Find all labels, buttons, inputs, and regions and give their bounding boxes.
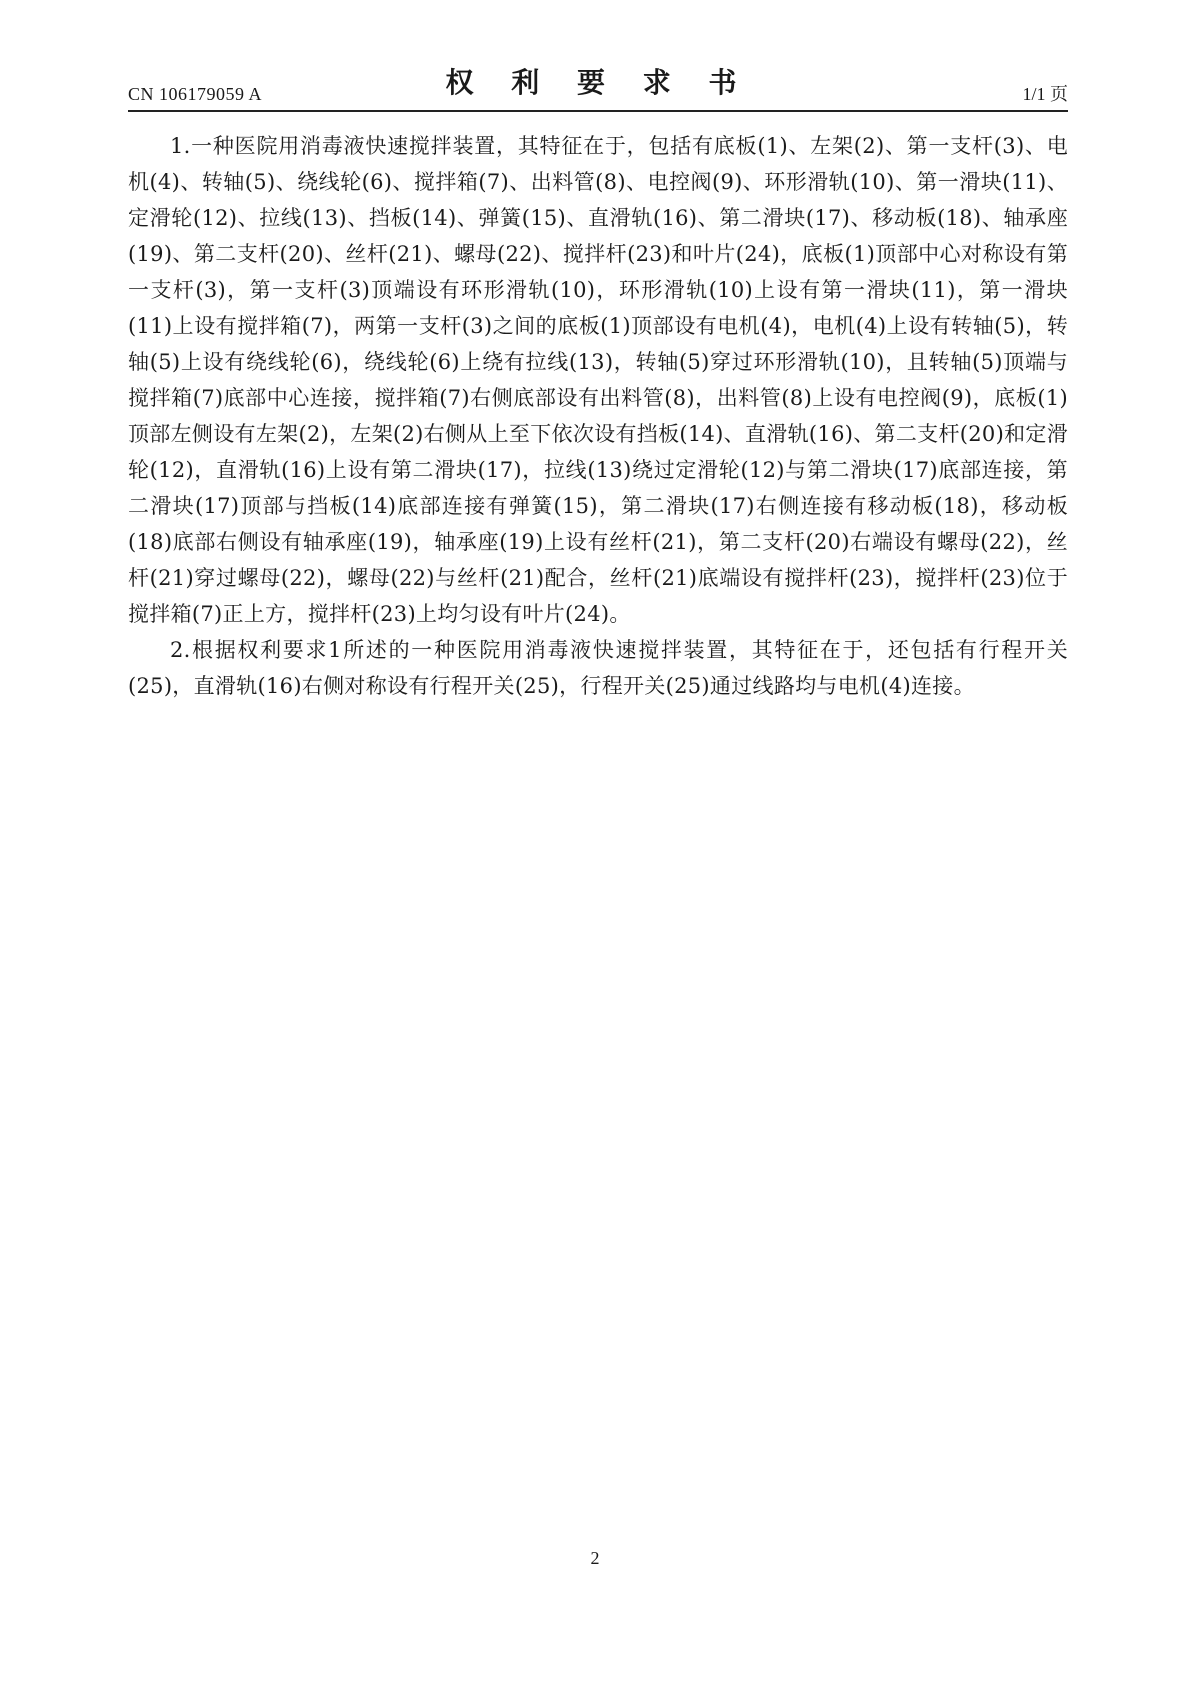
claim-2: 2.根据权利要求1所述的一种医院用消毒液快速搅拌装置，其特征在于，还包括有行程开关(25)，直滑轨(16)右侧对称设有行程开关(25)，行程开关(25)通过线路均与电机(4)连接。	[128, 638, 1068, 698]
document-header	[128, 66, 1068, 110]
document-title: 权 利 要 求 书	[445, 66, 751, 99]
claim-1: 1.一种医院用消毒液快速搅拌装置，其特征在于，包括有底板(1)、左架(2)、第一支杆(3)、电机(4)、转轴(5)、绕线轮(6)、搅拌箱(7)、出料管(8)、电控阀(9)、环形滑轨(10)、第一滑块(11)、定滑轮(12)、拉线(13)、挡板(14)、弹簧(15)、直滑轨(16)、第二滑块(17)、移动板(18)、轴承座(19)、第二支杆(20)、丝杆(21)、螺母(22)、搅拌杆(23)和叶片(24)，底板(1)顶部中心对称设有第一支杆(3)，第一支杆(3)顶端设有环形滑轨(10)，环形滑轨(10)上设有第一滑块(11)，第一滑块(11)上设有搅拌箱(7)，两第一支杆(3)之间的底板(1)顶部设有电机(4)，电机(4)上设有转轴(5)，转轴(5)上设有绕线轮(6)，绕线轮(6)上绕有拉线(13)，转轴(5)穿过环形滑轨(10)，且转轴(5)顶端与搅拌箱(7)底部中心连接，搅拌箱(7)右侧底部设有出料管(8)，出料管(8)上设有电控阀(9)，底板(1)顶部左侧设有左架(2)，左架(2)右侧从上至下依次设有挡板(14)、直滑轨(16)、第二支杆(20)和定滑轮(12)，直滑轨(16)上设有第二滑块(17)，拉线(13)绕过定滑轮(12)与第二滑块(17)底部连接，第二滑块(17)顶部与挡板(14)底部连接有弹簧(15)，第二滑块(17)右侧连接有移动板(18)，移动板(18)底部右侧设有轴承座(19)，轴承座(19)上设有丝杆(21)，第二支杆(20)右端设有螺母(22)，丝杆(21)穿过螺母(22)，螺母(22)与丝杆(21)配合，丝杆(21)底端设有搅拌杆(23)，搅拌杆(23)位于搅拌箱(7)正上方，搅拌杆(23)上均匀设有叶片(24)。	[128, 134, 1068, 626]
claims-body	[128, 128, 1068, 704]
page-number: 2	[590, 1548, 600, 1568]
publication-number: CN 106179059 A	[128, 84, 263, 104]
page-counter: 1/1 页	[1022, 84, 1068, 104]
header-divider	[128, 110, 1068, 112]
